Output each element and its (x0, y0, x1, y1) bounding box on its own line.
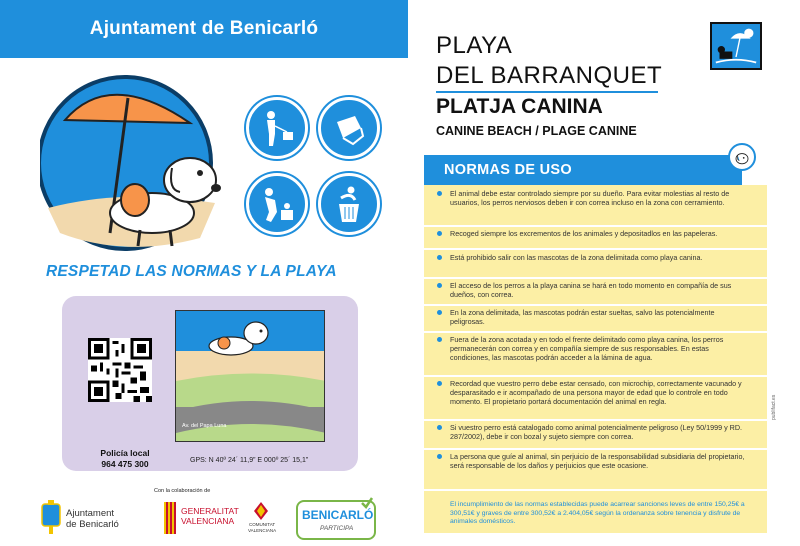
benicarlo-participa-logo (296, 500, 376, 540)
dispose-in-bin-icon (318, 173, 380, 235)
ajuntament-logo-line2: de Benicarló (66, 519, 119, 530)
rule-item (450, 379, 750, 407)
rule-text: El acceso de los perros a la playa canina se hará en todo momento en compañía de sus dueños, con correa. (450, 281, 732, 300)
rule-item (450, 229, 750, 238)
rule-item (450, 253, 750, 262)
rules-box (424, 185, 767, 533)
generalitat-logo-line2: VALENCIANA (181, 516, 235, 526)
collect-waste-icon (246, 173, 308, 235)
police-contact (80, 448, 170, 470)
header-banner (0, 0, 408, 58)
title-barranquet: DEL BARRANQUET (436, 62, 663, 89)
comunitat-logo-line2: VALENCIANA (248, 527, 277, 533)
comunitat-emblem-icon (254, 502, 268, 520)
bullet (437, 255, 442, 260)
rule-item (450, 189, 750, 207)
ajuntament-logo-line1: Ajuntament (66, 508, 115, 519)
rule-text: La persona que guíe al animal, sin perjuicio de la responsabilidad subsidiaria del propietario, será responsable de los daños y perjuicios que este ocasione. (450, 452, 745, 471)
rule-item (450, 308, 750, 326)
senyera-icon (164, 502, 176, 534)
rule-item (450, 281, 750, 299)
bullet (437, 310, 442, 315)
comunitat-logo-line1: COMUNITAT (249, 522, 276, 527)
rules-heading (424, 155, 742, 185)
gps-coordinates: GPS: N 40º 24´ 11,9” E 000º 25´ 15,1” (190, 457, 309, 464)
dog-beach-icon (710, 22, 762, 70)
title-platja-canina: PLATJA CANINA (436, 95, 603, 118)
collaboration-label: Con la colaboración de (154, 488, 211, 494)
rule-text: Recoged siempre los excrementos de los animales y depositadlos en las papeleras. (450, 229, 718, 238)
coat-of-arms-icon (40, 500, 62, 536)
rules-heading-text: NORMAS DE USO (444, 162, 572, 178)
map-street-label: Av. del Papa Luna (182, 423, 227, 429)
bullet (437, 191, 442, 196)
bullet (437, 381, 442, 386)
rule-item (450, 423, 750, 441)
dog-umbrella-illustration (40, 68, 240, 254)
rule-text: En la zona delimitada, las mascotas podrán estar sueltas, salvo las potencialmente peligrosas. (450, 308, 715, 327)
dog-on-leash-icon (246, 97, 308, 159)
police-phone[interactable]: 964 475 300 (101, 459, 149, 469)
slogan: RESPETAD LAS NORMAS Y LA PLAYA (46, 263, 337, 280)
police-label: Policía local (100, 448, 150, 458)
bullet (437, 283, 442, 288)
rule-text: Está prohibido salir con las mascotas de la zona delimitada como playa canina. (450, 253, 703, 262)
location-map (175, 310, 325, 442)
checkmark-icon (360, 496, 374, 510)
rule-text: Fuera de la zona acotada y en todo el frente delimitado como playa canina, los perros permanecerán con correa y en compañía siempre de sus responsables. En estas condiciones, las mascotas podrán acceder a la lámina de agua. (450, 335, 724, 363)
title-canine-beach: CANINE BEACH / PLAGE CANINE (436, 124, 637, 138)
printer-credit: publifact.es (771, 394, 777, 420)
rule-item (450, 335, 750, 363)
dog-badge-icon (728, 143, 756, 171)
benicarlo-logo-word: BENICARLÓ (302, 508, 374, 522)
sanctions-note: El incumplimiento de las normas establecidas puede acarrear sanciones leves de entre 150,25€ a 300,51€ y graves de entre 300,52€ a 2.404,05€ según la ordenanza sobre tenencia y disfrute de animales domésticos. (450, 501, 745, 526)
rule-text: Recordad que vuestro perro debe estar censado, con microchip, correctamente vacunado y desparasitado e ir acompañado de una persona mayor de edad que lo controle en todo momento. El propietario portará documentación del animal en regla. (450, 379, 742, 407)
title-playa: PLAYA (436, 32, 513, 59)
rule-text: El animal debe estar controlado siempre por su dueño. Para evitar molestias al resto de usuarios, los perros nerviosos deben ir con correa incluso en la zona con cerramiento. (450, 189, 730, 208)
header-title: Ajuntament de Benicarló (89, 18, 319, 39)
generalitat-logo-line1: GENERALITAT (181, 506, 239, 516)
bullet (437, 337, 442, 342)
bullet (437, 454, 442, 459)
title-divider (436, 91, 658, 93)
rule-item (450, 452, 750, 470)
qr-code[interactable] (88, 338, 152, 402)
bag-pickup-icon (318, 97, 380, 159)
bullet (437, 231, 442, 236)
rule-text: Si vuestro perro está catalogado como animal potencialmente peligroso (Ley 50/1999 y RD. 287/2002), debe ir con bozal y sujeto siempre con correa. (450, 423, 743, 442)
bullet (437, 425, 442, 430)
participa-logo-word: PARTICIPA (320, 525, 354, 532)
